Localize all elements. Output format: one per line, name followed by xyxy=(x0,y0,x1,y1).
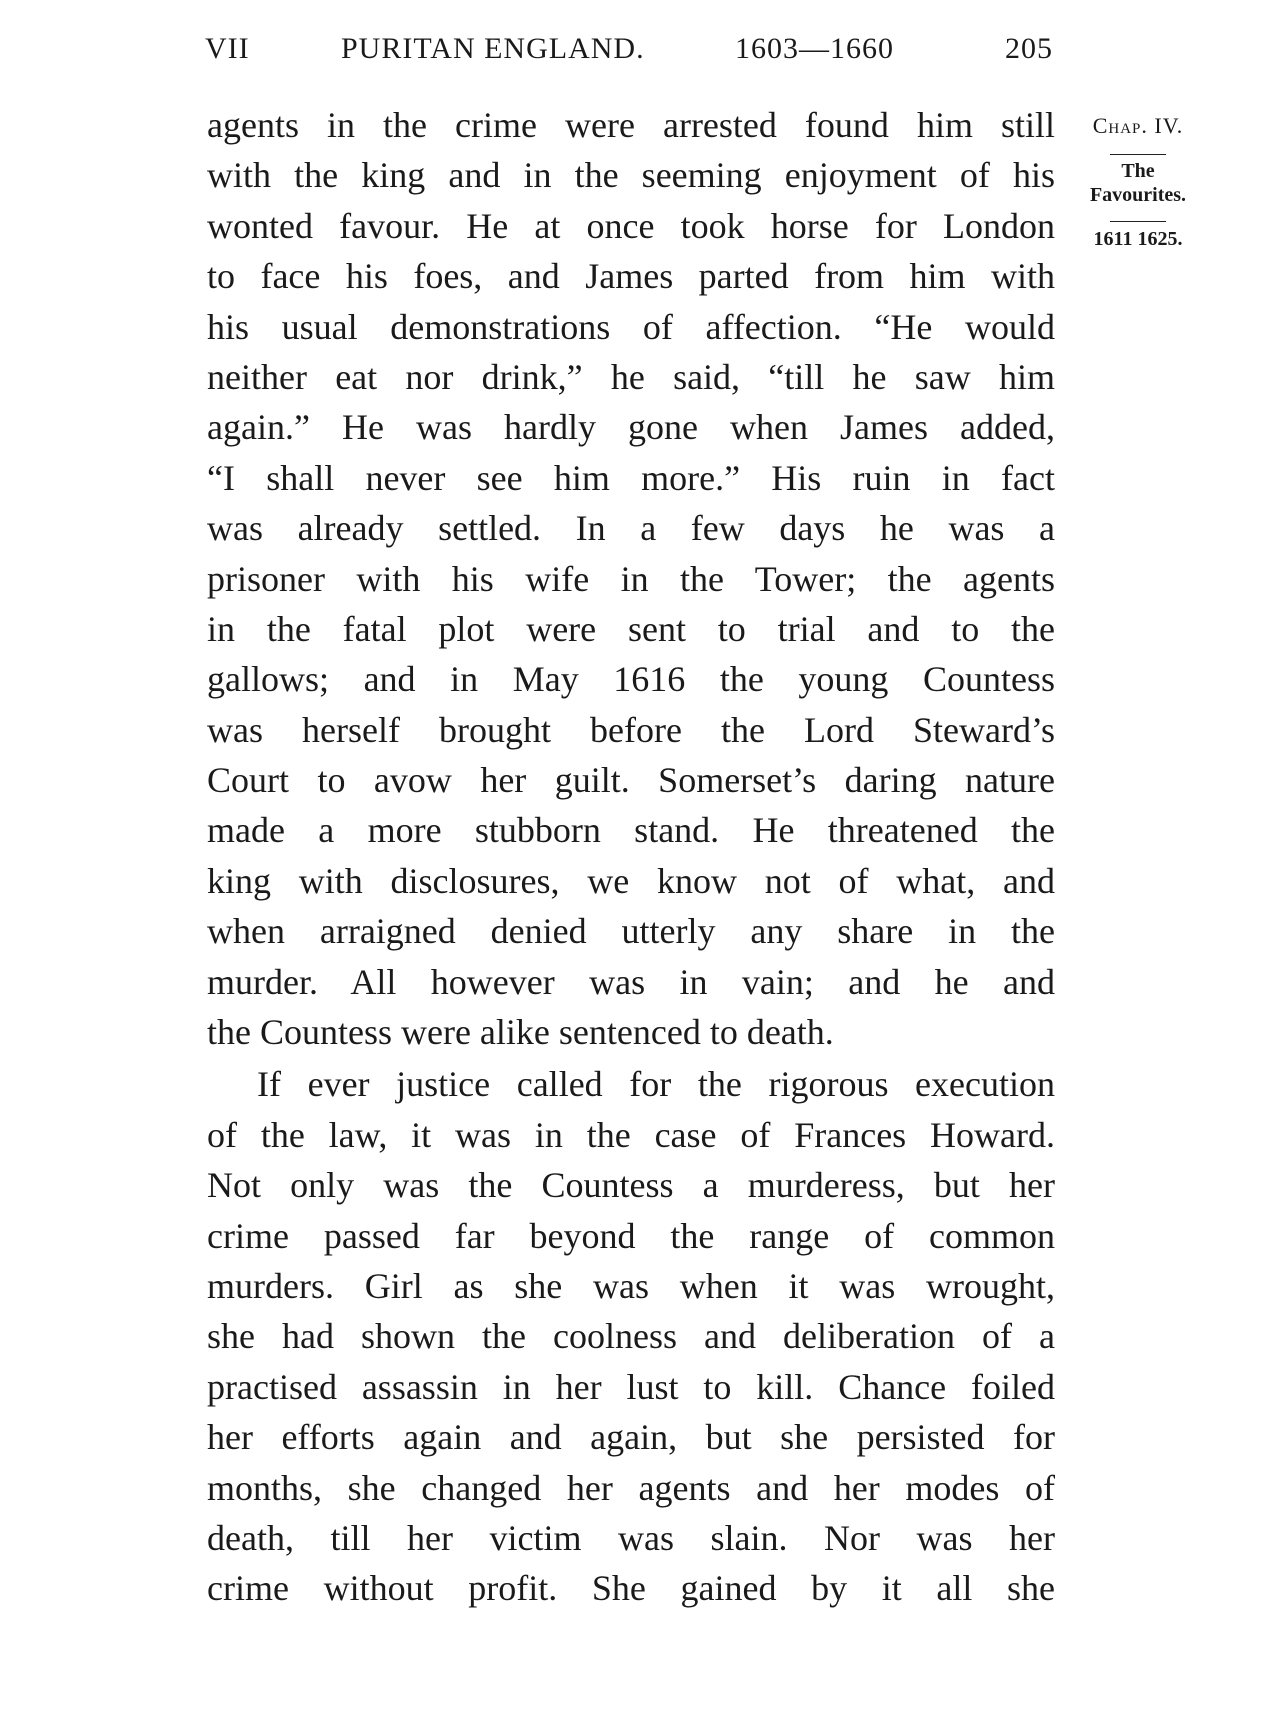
text-line: the Countess were alike sentenced to death. xyxy=(207,1012,834,1053)
text-line: made a more stubborn stand. He threatened the xyxy=(207,810,1055,851)
text-line: of the law, it was in the case of Frances Howard. xyxy=(207,1114,1055,1155)
text-line: was already settled. In a few days he was a xyxy=(207,508,1055,549)
text-line: in the fatal plot were sent to trial and to the xyxy=(207,608,1055,649)
text-line: months, she changed her agents and her modes of xyxy=(207,1467,1055,1508)
margin-note-dates: 1611 1625. xyxy=(1093,228,1183,250)
running-head-title: PURITAN ENGLAND. xyxy=(341,32,645,65)
text-line: crime without profit. She gained by it all she xyxy=(207,1568,1055,1609)
text-line: gallows; and in May 1616 the young Countess xyxy=(207,659,1055,700)
text-line: crime passed far beyond the range of common xyxy=(207,1215,1055,1256)
text-line: agents in the crime were arrested found him still xyxy=(207,105,1055,145)
text-line: king with disclosures, we know not of what, and xyxy=(207,860,1055,901)
margin-note-topic xyxy=(1068,159,1208,207)
text-line: “I shall never see him more.” His ruin in fact xyxy=(207,457,1055,498)
running-head-chapter: VII xyxy=(205,32,250,65)
margin-note-topic-line1: The xyxy=(1121,160,1155,182)
running-head xyxy=(205,32,1053,72)
text-line: Not only was the Countess a murderess, but her xyxy=(207,1165,1055,1206)
text-line: neither eat nor drink,” he said, “till he saw him xyxy=(207,356,1055,397)
body-text xyxy=(207,100,1055,1614)
text-line: when arraigned denied utterly any share in the xyxy=(207,911,1055,952)
paragraph-1 xyxy=(207,100,1055,1057)
text-line: again.” He was hardly gone when James added, xyxy=(207,407,1055,448)
text-line: prisoner with his wife in the Tower; the agents xyxy=(207,558,1055,599)
text-line: wonted favour. He at once took horse for London xyxy=(207,205,1055,246)
text-line: death, till her victim was slain. Nor was her xyxy=(207,1517,1055,1558)
margin-note-rule-top xyxy=(1110,154,1166,155)
text-line: If ever justice called for the rigorous execution xyxy=(257,1064,1055,1105)
text-line: her efforts again and again, but she persisted for xyxy=(207,1417,1055,1458)
text-line: murder. All however was in vain; and he and xyxy=(207,961,1055,1002)
margin-note-rule-bottom xyxy=(1110,221,1166,222)
margin-note xyxy=(1068,112,1208,252)
text-line: murders. Girl as she was when it was wrought, xyxy=(207,1265,1055,1306)
text-line: his usual demonstrations of affection. “He would xyxy=(207,306,1055,347)
text-line: to face his foes, and James parted from him with xyxy=(207,256,1055,297)
paragraph-2 xyxy=(207,1059,1055,1613)
margin-note-chapter: Chap. IV. xyxy=(1092,113,1184,138)
page-number: 205 xyxy=(1005,32,1053,65)
text-line: practised assassin in her lust to kill. Chance foiled xyxy=(207,1366,1055,1407)
text-line: she had shown the coolness and deliberation of a xyxy=(207,1316,1055,1357)
running-head-dates: 1603—1660 xyxy=(735,32,894,65)
text-line: with the king and in the seeming enjoyment of his xyxy=(207,155,1055,196)
text-line: was herself brought before the Lord Steward’s xyxy=(207,709,1055,750)
margin-note-topic-line2: Favourites. xyxy=(1089,184,1187,206)
text-line: Court to avow her guilt. Somerset’s daring nature xyxy=(207,760,1055,801)
